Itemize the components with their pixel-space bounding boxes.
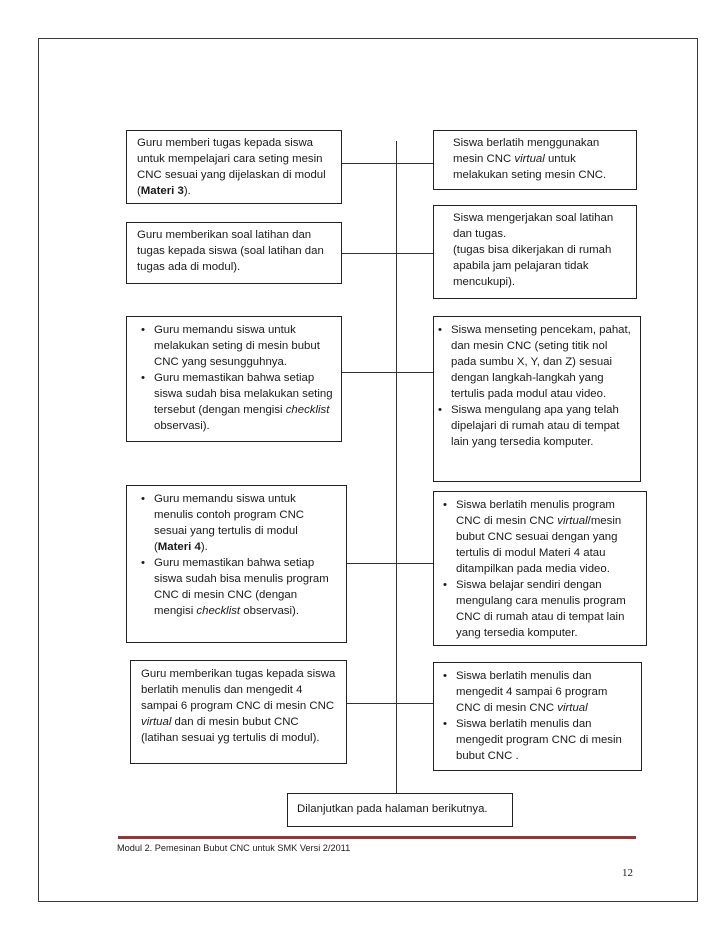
student-step-5-item: • Siswa berlatih menulis dan mengedit 4 sampai 6 program CNC di mesin CNC virtual — [439, 668, 633, 716]
teacher-step-3-item: • Guru memandu siswa untuk melakukan seting di mesin bubut CNC yang sesungguhnya. — [137, 322, 333, 370]
teacher-step-4-box — [126, 485, 347, 643]
teacher-step-4-item: • Guru memastikan bahwa setiap siswa sudah bisa menulis program CNC di mesin CNC (dengan mengisi checklist observasi). — [137, 555, 338, 619]
teacher-step-5-box — [130, 660, 347, 764]
connector-row-2 — [342, 253, 433, 254]
student-step-2-box — [433, 205, 637, 299]
student-step-4-item: • Siswa belajar sendiri dengan mengulang cara menulis program CNC di rumah atau di tempat lain yang tersedia komputer. — [439, 577, 638, 641]
footer-module-title: Modul 2. Pemesinan Bubut CNC untuk SMK Versi 2/2011 — [117, 843, 351, 853]
footer-rule — [118, 836, 636, 839]
teacher-step-2-line: Guru memberikan soal latihan dan — [137, 229, 312, 241]
student-step-1-line: Siswa berlatih menggunakan — [453, 137, 600, 149]
student-step-2-line: (tugas bisa dikerjakan di rumah — [453, 244, 612, 256]
student-step-1-box — [433, 130, 637, 190]
teacher-step-1-box — [126, 130, 342, 204]
student-step-1-line: mesin CNC virtual untuk — [453, 153, 576, 165]
connector-row-5 — [347, 703, 433, 704]
connector-row-4 — [347, 563, 433, 564]
teacher-step-2-box — [126, 222, 342, 284]
teacher-step-1-line: untuk mempelajari cara seting mesin — [137, 153, 323, 165]
teacher-step-2-line: tugas ada di modul). — [137, 261, 241, 273]
continue-note-box — [287, 793, 513, 827]
continue-note-text: Dilanjutkan pada halaman berikutnya. — [297, 803, 488, 815]
page-number: 12 — [622, 867, 633, 879]
student-step-1-line: melakukan seting mesin CNC. — [453, 169, 607, 181]
student-step-4-box — [433, 491, 647, 646]
teacher-step-1-line: CNC sesuai yang dijelaskan di modul — [137, 169, 326, 181]
teacher-step-1-line: Guru memberi tugas kepada siswa — [137, 137, 314, 149]
student-step-2-line: apabila jam pelajaran tidak — [453, 260, 589, 272]
student-step-2-line: Siswa mengerjakan soal latihan — [453, 212, 614, 224]
student-step-4-item: • Siswa berlatih menulis program CNC di mesin CNC virtual/mesin bubut CNC sesuai dengan yang tertulis di modul Materi 4 atau ditampilkan pada media video. — [439, 497, 638, 577]
teacher-step-2-line: tugas kepada siswa (soal latihan dan — [137, 245, 324, 257]
connector-row-3 — [342, 372, 433, 373]
student-step-5-box — [433, 662, 642, 771]
teacher-step-4-item: • Guru memandu siswa untuk menulis contoh program CNC sesuai yang tertulis di modul (Materi 4). — [137, 491, 338, 555]
student-step-3-item: • Siswa menseting pencekam, pahat, dan mesin CNC (seting titik nol pada sumbu X, Y, dan Z) sesuai dengan langkah-langkah yang tertulis pada modul atau video. — [434, 322, 632, 402]
materi-4-reference: Materi 4 — [157, 541, 201, 553]
teacher-step-3-box — [126, 316, 342, 442]
student-step-3-box — [433, 316, 641, 482]
teacher-step-5-text: Guru memberikan tugas kepada siswa berlatih menulis dan mengedit 4 sampai 6 program CNC di mesin CNC virtual dan di mesin bubut CNC (latihan sesuai yg tertulis di modul). — [141, 668, 336, 744]
student-step-3-item: • Siswa mengulang apa yang telah dipelajari di rumah atau di tempat lain yang tersedia komputer. — [434, 402, 632, 450]
materi-3-reference: Materi 3 — [140, 185, 184, 197]
teacher-step-1-line: (Materi 3). — [137, 185, 191, 197]
teacher-step-3-item: • Guru memastikan bahwa setiap siswa sudah bisa melakukan seting tersebut (dengan mengisi checklist observasi). — [137, 370, 333, 434]
student-step-2-line: mencukupi). — [453, 276, 516, 288]
student-step-2-line: dan tugas. — [453, 228, 507, 240]
student-step-5-item: • Siswa berlatih menulis dan mengedit program CNC di mesin bubut CNC . — [439, 716, 633, 764]
connector-row-1 — [342, 163, 433, 164]
